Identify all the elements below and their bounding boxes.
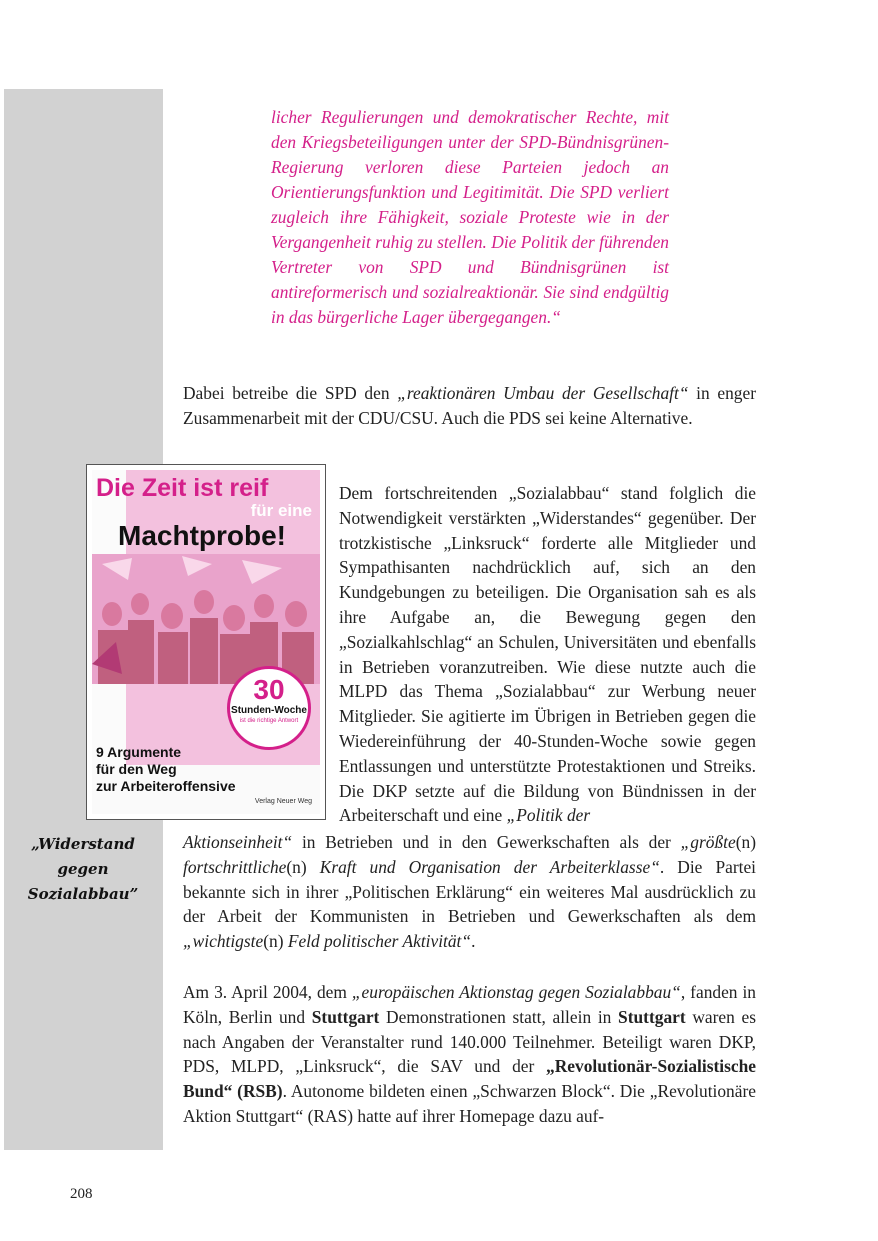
block-quote xyxy=(271,105,669,330)
argument-line-1: 9 Argumente xyxy=(96,744,182,760)
para1-after: in enger Zusammenarbeit mit der CDU/CSU. Auch die PDS sei keine Alternative. xyxy=(183,383,757,428)
crowd-photo xyxy=(92,554,320,684)
para1-italic: „reaktionären Umbau der Gesellschaft“ xyxy=(397,383,689,403)
margin-note-line-1: „Widerstand xyxy=(31,835,135,853)
paragraph-3: Aktionseinheit“ in Betrieben und in den Gewerkschaften als der „größte(n) fortschrittliche(n) Kraft und Organisation der Arbeiterklasse“. Die Partei bekannte sich in ihrer „Politischen Erklärung“ ein weiteres Mal ausdrücklich zu der Arbeit der Kommunisten in Betrieben und Gewerkschaften als dem „wichtigste(n) Feld politischer Aktivität“. xyxy=(183,832,757,952)
para2-text: Dem fortschreitenden „Sozialabbau“ stand folglich die Notwendigkeit verstärkten „Widerstandes“ gegenüber. Der trotzkistische „Linksruck“ forderte alle Mitglieder und Sympathisanten nachdrücklich auf, sich an den Kundgebungen zu beteiligen. Die Organisation sah es als ihre Aufgabe an, die Bewegung gegen den „Sozialkahlschlag“ an Schulen, Universitäten und ebenfalls in Betrieben voranzutreiben. Wie diese nutzte auch die MLPD das Thema „Sozialabbau“ zur Werbung neuer Mitglieder. Sie agitierte im Übrigen in Betrieben gegen die Wiedereinführung der 40-Stunden-Woche sowie gegen Entlassungen und unterstützte Protestaktionen und Streiks. Die DKP setzte auf die Bildung von Bündnissen in der Arbeiterschaft und eine xyxy=(339,483,756,826)
badge-text: Stunden-Woche xyxy=(231,705,307,716)
paragraph-1 xyxy=(183,381,756,431)
badge-number: 30 xyxy=(253,674,285,705)
poster-arguments xyxy=(96,744,266,795)
para2-italic: „Politik der xyxy=(506,805,591,826)
poster-artwork xyxy=(92,470,320,814)
badge-subtext: ist die richtige Antwort xyxy=(239,718,299,724)
margin-note-line-2: gegen xyxy=(57,860,109,878)
poster-headline-line2: für eine xyxy=(250,501,312,520)
para1-before: Dabei betreibe die SPD den xyxy=(183,383,398,403)
poster-badge xyxy=(227,666,311,750)
poster-image xyxy=(86,464,326,820)
margin-note xyxy=(10,832,156,907)
quote-text: licher Regulierungen und demokratischer Rechte, mit den Kriegsbeteiligungen unter der SPD-Bündnisgrünen-Regierung verloren diese Parteien jedoch an Orientierungsfunktion und Legitimität. Die SPD verliert zugleich ihre Fähigkeit, soziale Proteste wie in der Vergangenheit ruhig zu stellen. Die Politik der führenden Vertreter von SPD und Bündnisgrünen ist antireformerisch und sozialreaktionär. Sie sind endgültig in das bürgerliche Lager übergegangen.“ xyxy=(271,107,669,327)
paragraph-2 xyxy=(339,481,756,828)
margin-note-line-3: Sozialabbau” xyxy=(27,885,139,903)
paragraph-4: Am 3. April 2004, dem „europäischen Aktionstag gegen Sozialabbau“, fanden in Köln, Berlin und Stuttgart Demonstrationen statt, allein in Stuttgart waren es nach Angaben der Veranstalter rund 140.000 Teilnehmer. Beteiligt waren DKP, PDS, MLPD, „Linksruck“, die SAV und der „Revolutionär-Sozialistische Bund“ (RSB). Autonome bildeten einen „Schwarzen Block“. Die „Revolutionäre Aktion Stuttgart“ (RAS) hatte auf ihrer Homepage dazu auf- xyxy=(183,982,757,1126)
poster-headline-line3: Machtprobe! xyxy=(118,520,286,551)
poster-headline-line1: Die Zeit ist reif xyxy=(96,474,269,502)
argument-line-3: zur Arbeiteroffensive xyxy=(96,778,236,794)
poster-publisher: Verlag Neuer Weg xyxy=(254,798,312,805)
argument-line-2: für den Weg xyxy=(96,761,177,777)
page-number: 208 xyxy=(70,1186,93,1202)
